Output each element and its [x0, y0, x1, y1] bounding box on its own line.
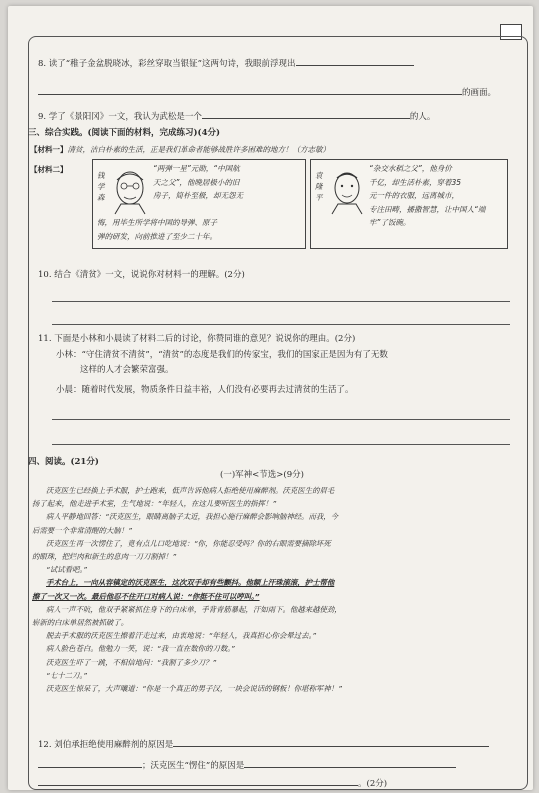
answer-blank[interactable] [173, 737, 489, 747]
question-12 [38, 737, 489, 751]
passage-line: “七十二刀。” [46, 670, 87, 680]
xiaolin-opinion-line2: 这样的人才会繁荣富强。 [80, 365, 174, 375]
passage-line-underlined: 擦了一次又一次。最后他忍不住开口对病人说：“你挺不住可以哼叫。” [32, 591, 260, 601]
question-9 [38, 109, 435, 123]
passage [32, 484, 522, 695]
material-2-right-box [310, 159, 508, 249]
answer-line[interactable] [52, 444, 510, 445]
xiaolin-opinion: 小林：“守住清贫不清贫”，“清贫”的态度是我们的传家宝，我们的国家正是因为有了无数 [56, 350, 388, 360]
answer-line[interactable] [52, 324, 510, 325]
exam-paper [8, 6, 533, 790]
material-1-text: 清贫，洁白朴素的生活，正是我们革命者能够战胜许多困难的地方！（方志敏） [67, 145, 330, 154]
scientist-name-qian: 钱 学 森 [97, 171, 105, 202]
section-4-heading: 四、阅读。(21分) [28, 457, 99, 467]
passage-line: 的眼珠，把烂肉和新生的息肉一刀刀割掉！” [32, 552, 177, 562]
scientist-name-yuan: 袁 隆 平 [315, 171, 323, 202]
question-12-line2 [38, 758, 456, 772]
passage-line: 后需要一个非常清醒的大脑！” [32, 525, 132, 535]
passage-line: 脱去手术服的沃克医生擦着汗走过来，由衷地说：“年轻人，我真担心你会晕过去。” [46, 631, 317, 641]
question-8-end: 的画面。 [462, 88, 497, 98]
question-12-score: 。(2分) [358, 779, 388, 789]
question-10: 10. 结合《清贫》一文，说说你对材料一的理解。(2分) [38, 270, 245, 280]
answer-blank[interactable] [38, 758, 142, 768]
passage-line: 扬了起来，他走进手术室，生气地说：“年轻人，在这儿要听医生的指挥！” [32, 499, 277, 509]
material-1-tag: 【材料一】 [30, 145, 68, 154]
question-12-text2: ；沃克医生“愣住”的原因是 [142, 761, 245, 771]
passage-line: 沃克医生惊呆了，大声嚷道：“你是一个真正的男子汉，一块会说话的钢板！你堪称军神！” [46, 684, 342, 694]
answer-blank[interactable] [296, 56, 414, 66]
material-2-left-text: “两弹一星”元勋，“中国航 天之父”，他晚居极小的旧 房子，简朴至极，却无怨无 [153, 164, 243, 200]
xiaochen-opinion: 小晨：随着时代发展，物质条件日益丰裕，人们没有必要再去过清贫的生活了。 [56, 385, 354, 395]
question-12-text: 12. 刘伯承拒绝使用麻醉剂的原因是 [38, 740, 174, 750]
question-12-line3 [38, 776, 387, 790]
question-9-end: 的人。 [409, 112, 436, 122]
passage-line: 沃克医生已经换上手术服，护士跑来，低声告诉他病人拒绝使用麻醉剂。沃克医生的眉毛 [46, 486, 335, 495]
question-11: 11. 下面是小林和小晨读了材料二后的讨论，你赞同谁的意见？说说你的理由。(2分) [38, 334, 356, 344]
material-2-right-text: “杂交水稻之父”，他身价 千亿，却生活朴素，穿着35 元一件的衣服，远离城市， 专注田畴，播撒智慧，让中国人“端 牢”了饭碗。 [369, 164, 486, 227]
passage-line: 病人一声不吭，他双手紧紧抓住身下的白床单，手背青筋暴起，汗如雨下。他越来越使劲， [46, 604, 342, 614]
material-2-tag: 【材料二】 [30, 165, 68, 174]
material-2-left-box [92, 159, 306, 249]
question-8-line2 [38, 85, 496, 99]
answer-blank[interactable] [38, 85, 462, 95]
answer-line[interactable] [52, 419, 510, 420]
passage-title: (一)军神<节选>(9分) [220, 470, 304, 480]
answer-blank[interactable] [202, 109, 410, 119]
passage-line: “试试看吧。” [46, 565, 87, 575]
portrait-yuan-longping [327, 166, 367, 216]
passage-line: 病人脸色苍白。他勉力一笑，说：“我一直在数你的刀数。” [46, 644, 235, 654]
portrait-qian-xuesen [109, 166, 151, 216]
passage-line-underlined: 手术台上，一向从容镇定的沃克医生，这次双手却有些颤抖。他额上汗珠滚滚，护士帮他 [46, 578, 335, 588]
answer-blank[interactable] [244, 758, 456, 768]
answer-line[interactable] [52, 301, 510, 302]
passage-line: 沃克医生再一次愣住了，竟有点儿口吃地说：“你，你能忍受吗？你的右眼需要摘除坏死 [46, 538, 331, 548]
section-3-heading: 三、综合实践。(阅读下面的材料，完成练习)(4分) [28, 128, 221, 138]
question-9-text: 9. 学了《景阳冈》一文，我认为武松是一个 [38, 112, 202, 122]
question-8-text: 8. 读了“稚子金盆脱晓冰，彩丝穿取当银钲”这两句诗，我眼前浮现出 [38, 59, 296, 69]
passage-line: 病人平静地回答：“沃克医生，眼睛离脑子太近，我担心施行麻醉会影响脑神经。而我，今 [46, 512, 339, 522]
material-1 [30, 144, 330, 156]
passage-line: 沃克医生吓了一跳，不相信地问：“我割了多少刀？” [46, 657, 217, 667]
passage-line: 崭新的白床单居然被抓破了。 [32, 618, 129, 628]
answer-blank[interactable] [38, 776, 358, 786]
material-2-left-text-bottom: 悔，用毕生所学将中国的导弹、原子 弹的研发，向前推进了至少二十年。 [97, 218, 217, 241]
question-8 [38, 56, 414, 70]
